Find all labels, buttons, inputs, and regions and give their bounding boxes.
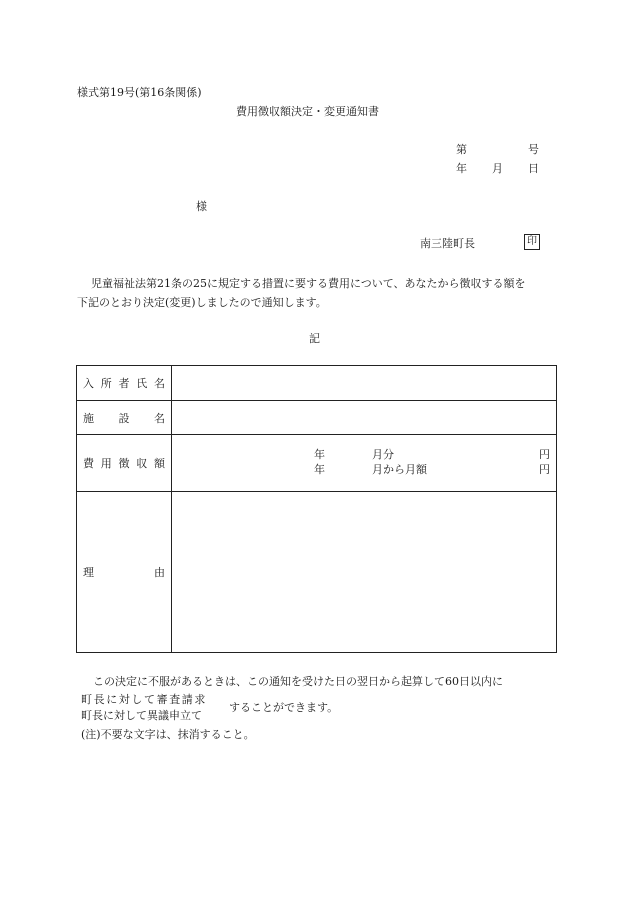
label-char: 費 [83,457,94,470]
addressee-honorific: 様 [196,200,207,213]
label-char: 施 [83,411,94,425]
body-line-1: 児童福祉法第21条の25に規定する措置に要する費用について、あなたから徴収する額を [91,277,526,290]
label-char: 設 [118,411,130,425]
ki-heading: 記 [309,332,320,345]
fee-year-label: 年 [314,448,325,461]
label-cell [77,366,172,400]
reason-label [83,564,165,580]
label-cell [77,435,172,491]
label-char: 用 [100,457,112,470]
label-cell [77,401,172,434]
date-day-label: 日 [528,162,539,175]
label-char: 名 [154,411,165,425]
label-char: 所 [100,377,112,390]
label-char: 額 [154,457,165,470]
facility-name-field[interactable] [172,401,556,434]
date-month-label: 月 [492,162,503,175]
label-char: 氏 [136,377,148,390]
reference-number-suffix: 号 [528,143,539,156]
appeal-choice-block [77,692,557,726]
label-char: 由 [154,566,165,579]
choice-objection: 町長に対して異議申立て [81,709,202,722]
date-year-label: 年 [456,162,467,175]
label-char: 理 [83,566,94,579]
body-paragraph [77,274,557,312]
table-row-fee-amount [77,435,556,492]
fee-amount-field[interactable] [172,435,556,491]
choice-review-request: 町長に対して審査請求 [81,693,207,706]
resident-name-label [83,375,165,391]
seal-mark: 印 [524,234,540,250]
table-row-resident-name [77,366,556,401]
fee-month-from-label: 月から月額 [372,463,427,476]
label-char: 名 [154,377,165,390]
form-number: 様式第19号(第16条関係) [77,86,202,99]
label-cell [77,492,172,652]
issuer-title: 南三陸町長 [420,237,475,250]
fee-yen-label: 円 [539,448,550,461]
detail-table [76,365,557,653]
fee-yen-label: 円 [539,463,550,476]
fee-line-from [172,463,556,477]
document-title: 費用徴収額決定・変更通知書 [236,105,379,118]
table-row-reason [77,492,556,652]
reference-number-prefix: 第 [456,143,467,156]
label-char: 収 [136,457,148,470]
fee-amount-label [83,455,165,471]
fee-year-label: 年 [314,463,325,476]
fee-line-monthly [172,448,556,462]
body-line-2: 下記のとおり決定(変更)しましたので通知します。 [77,296,327,309]
facility-name-label [83,410,165,426]
reason-field[interactable] [172,492,556,652]
notice-note: (注)不要な文字は、抹消すること。 [81,728,255,741]
table-row-facility-name [77,401,556,435]
notice-suffix: することができます。 [229,701,339,714]
appeal-notice [77,673,557,744]
resident-name-field[interactable] [172,366,556,400]
notice-line-1: この決定に不服があるときは、この通知を受けた日の翌日から起算して60日以内に [93,675,503,688]
label-char: 者 [118,377,130,390]
label-char: 入 [83,377,94,390]
fee-month-label: 月分 [372,448,394,461]
label-char: 徴 [118,457,130,470]
